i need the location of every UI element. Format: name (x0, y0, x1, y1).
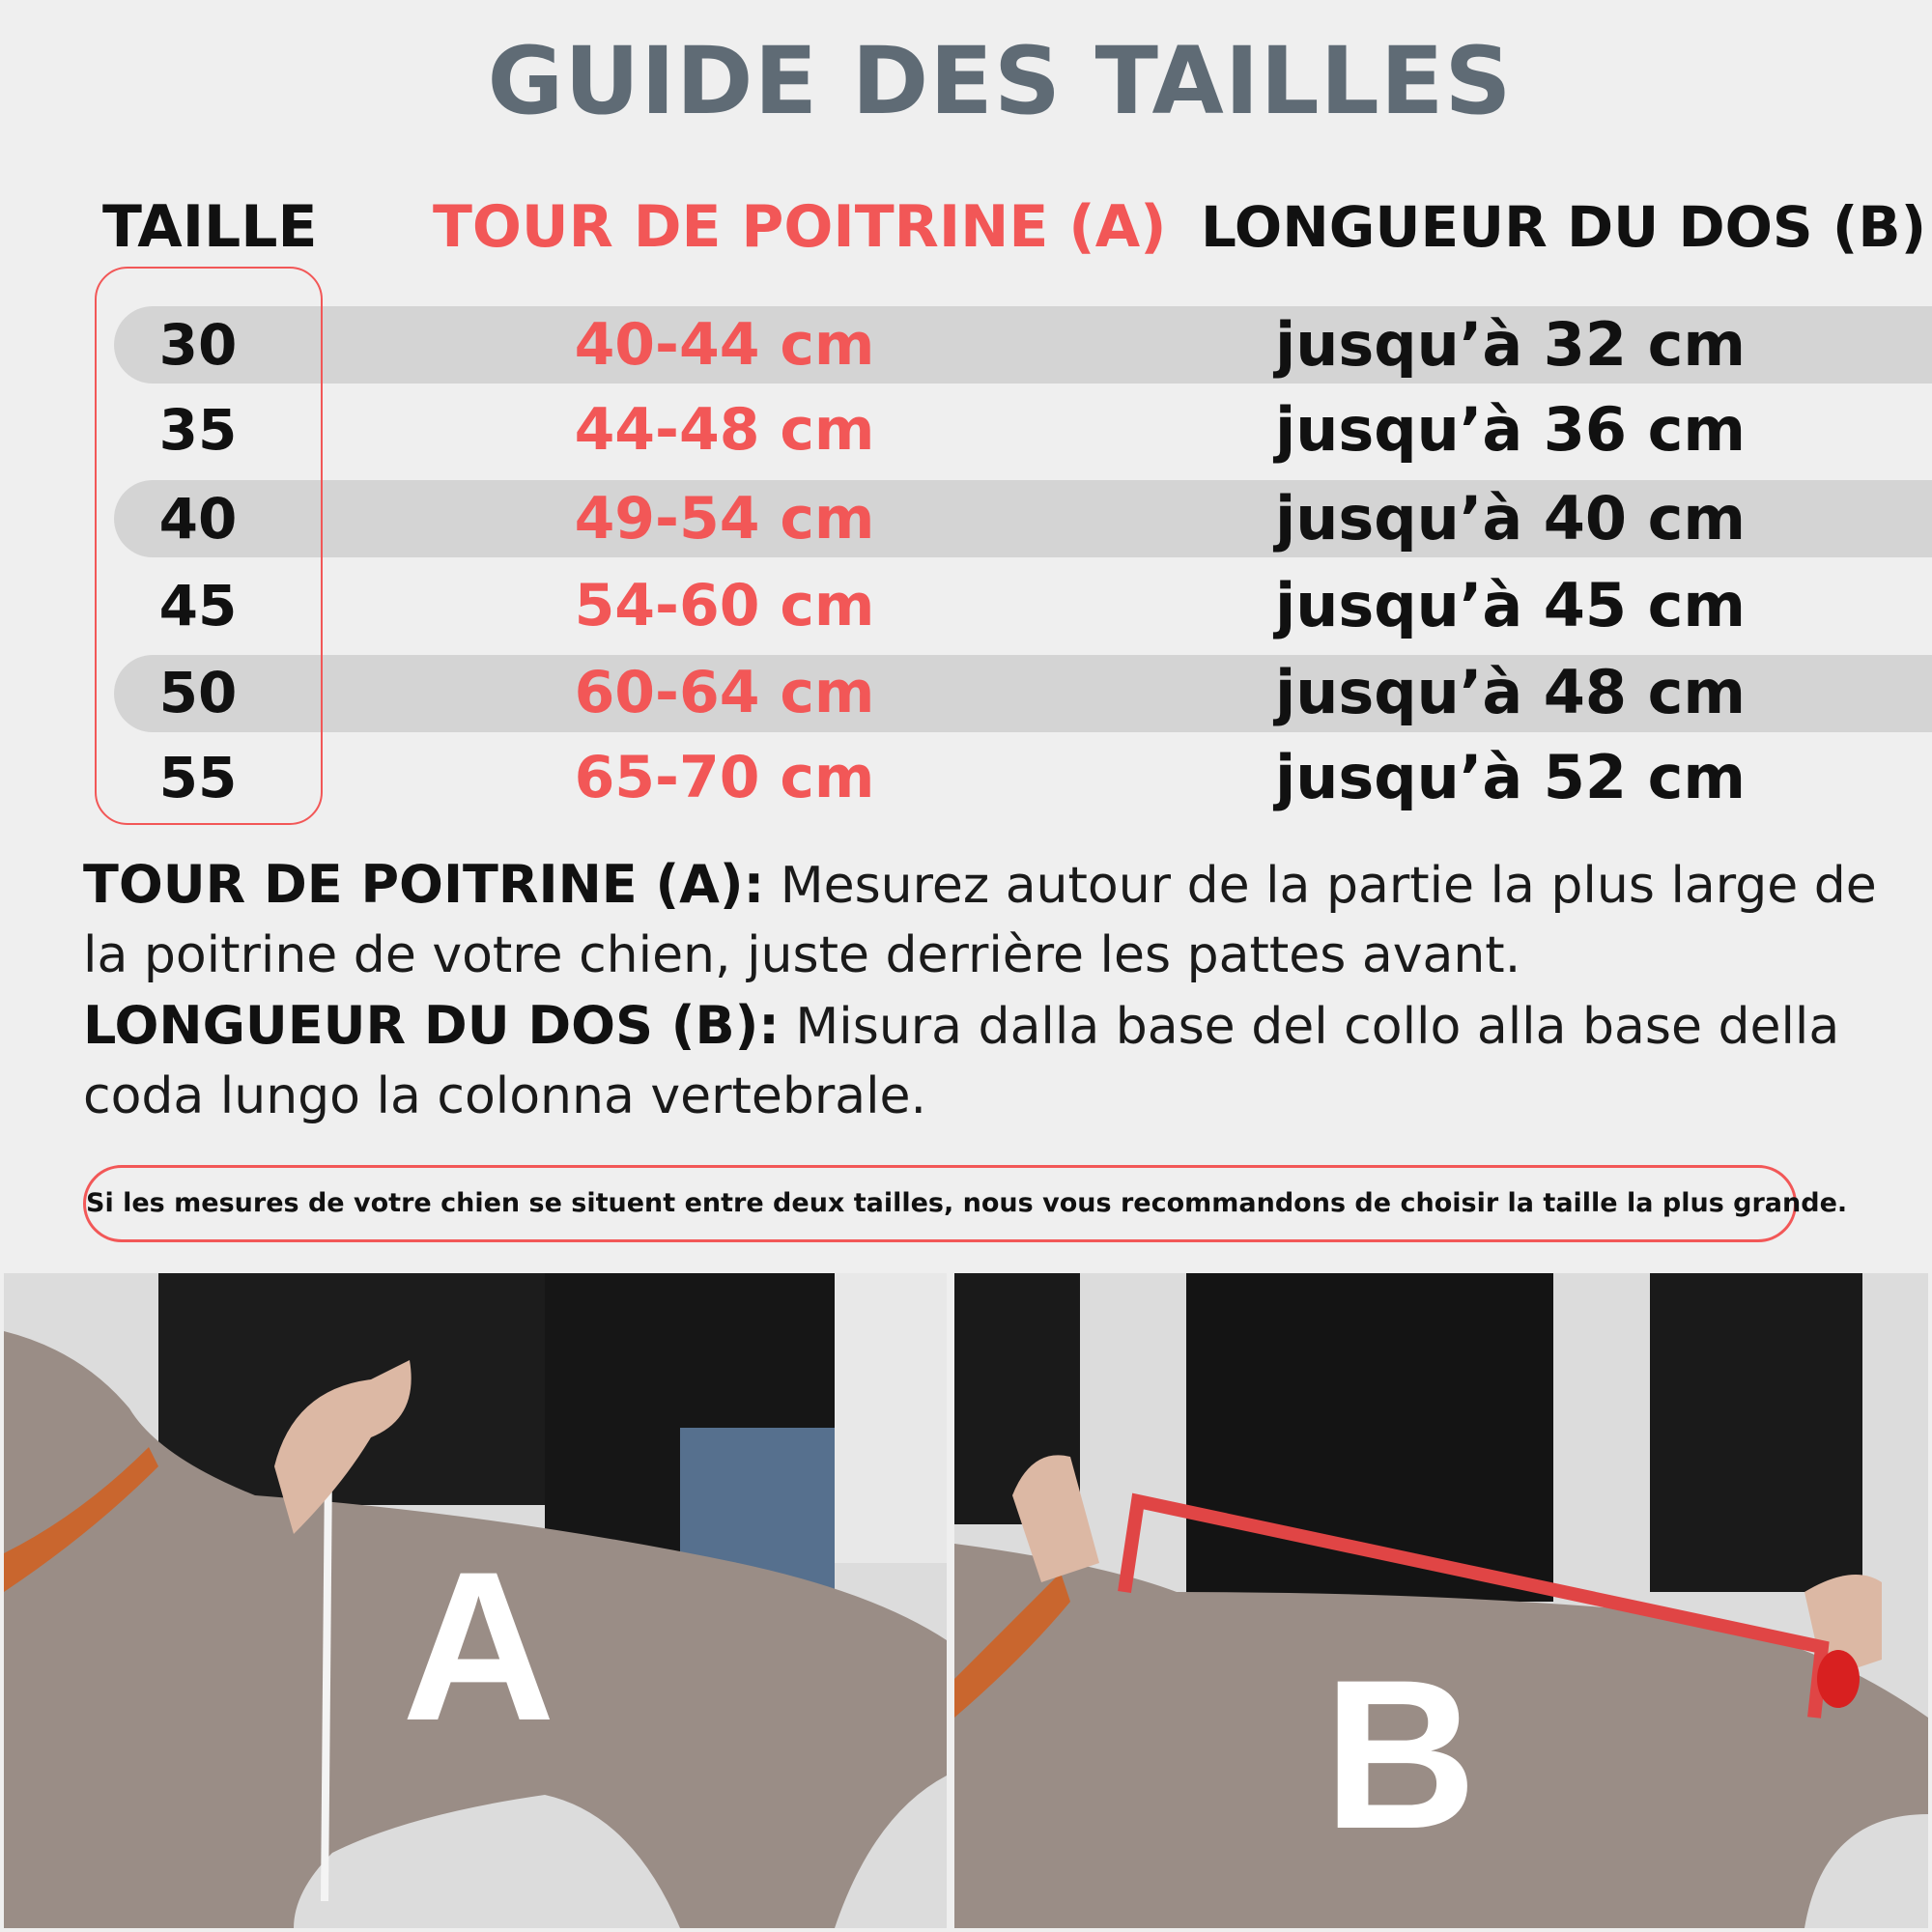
size-value: 40 (158, 486, 238, 552)
back-value: jusqu’à 36 cm (1275, 394, 1747, 465)
size-value: 50 (158, 660, 238, 725)
photo-back-measurement (954, 1273, 1928, 1928)
back-value: jusqu’à 32 cm (1275, 309, 1747, 380)
photo-letter-a: A (402, 1527, 555, 1765)
chest-value: 49-54 cm (574, 485, 875, 553)
table-row (0, 562, 1932, 649)
table-row (0, 734, 1932, 821)
chest-description-text: Mesurez autour de la partie la plus large de la poitrine de votre chien, juste derrière les pattes avant. (83, 857, 1877, 984)
chest-value: 40-44 cm (574, 311, 875, 379)
back-value: jusqu’à 52 cm (1275, 742, 1747, 812)
back-description-text: Misura dalla base del collo alla base della coda lungo la colonna vertebrale. (83, 998, 1840, 1125)
chest-value: 60-64 cm (574, 659, 875, 726)
chest-value: 44-48 cm (574, 396, 875, 464)
size-value: 30 (158, 312, 238, 378)
chest-value: 65-70 cm (574, 744, 875, 811)
size-value: 35 (158, 397, 238, 463)
header-chest: TOUR DE POITRINE (A) (433, 193, 1167, 261)
chest-description (83, 850, 1918, 990)
size-value: 55 (158, 745, 238, 810)
header-back: LONGUEUR DU DOS (B) (1201, 194, 1927, 260)
back-value: jusqu’à 45 cm (1275, 570, 1747, 640)
table-row (0, 649, 1932, 736)
size-recommendation-note: Si les mesures de votre chien se situent entre deux tailles, nous vous recommandons de choisir la taille la plus grande. (83, 1165, 1797, 1242)
table-row (0, 301, 1932, 388)
chest-description-label: TOUR DE POITRINE (A): (83, 854, 765, 915)
back-description (83, 991, 1918, 1131)
back-value: jusqu’à 40 cm (1275, 483, 1747, 554)
size-value: 45 (158, 573, 238, 639)
page-title: GUIDE DES TAILLES (487, 27, 1513, 135)
photo-letter-b: B (1323, 1635, 1477, 1873)
chest-value: 54-60 cm (574, 572, 875, 639)
photo-chest-measurement (4, 1273, 947, 1928)
back-description-label: LONGUEUR DU DOS (B): (83, 995, 780, 1056)
back-value: jusqu’à 48 cm (1275, 657, 1747, 727)
header-size: TAILLE (102, 193, 318, 261)
table-row (0, 386, 1932, 473)
table-row (0, 475, 1932, 562)
